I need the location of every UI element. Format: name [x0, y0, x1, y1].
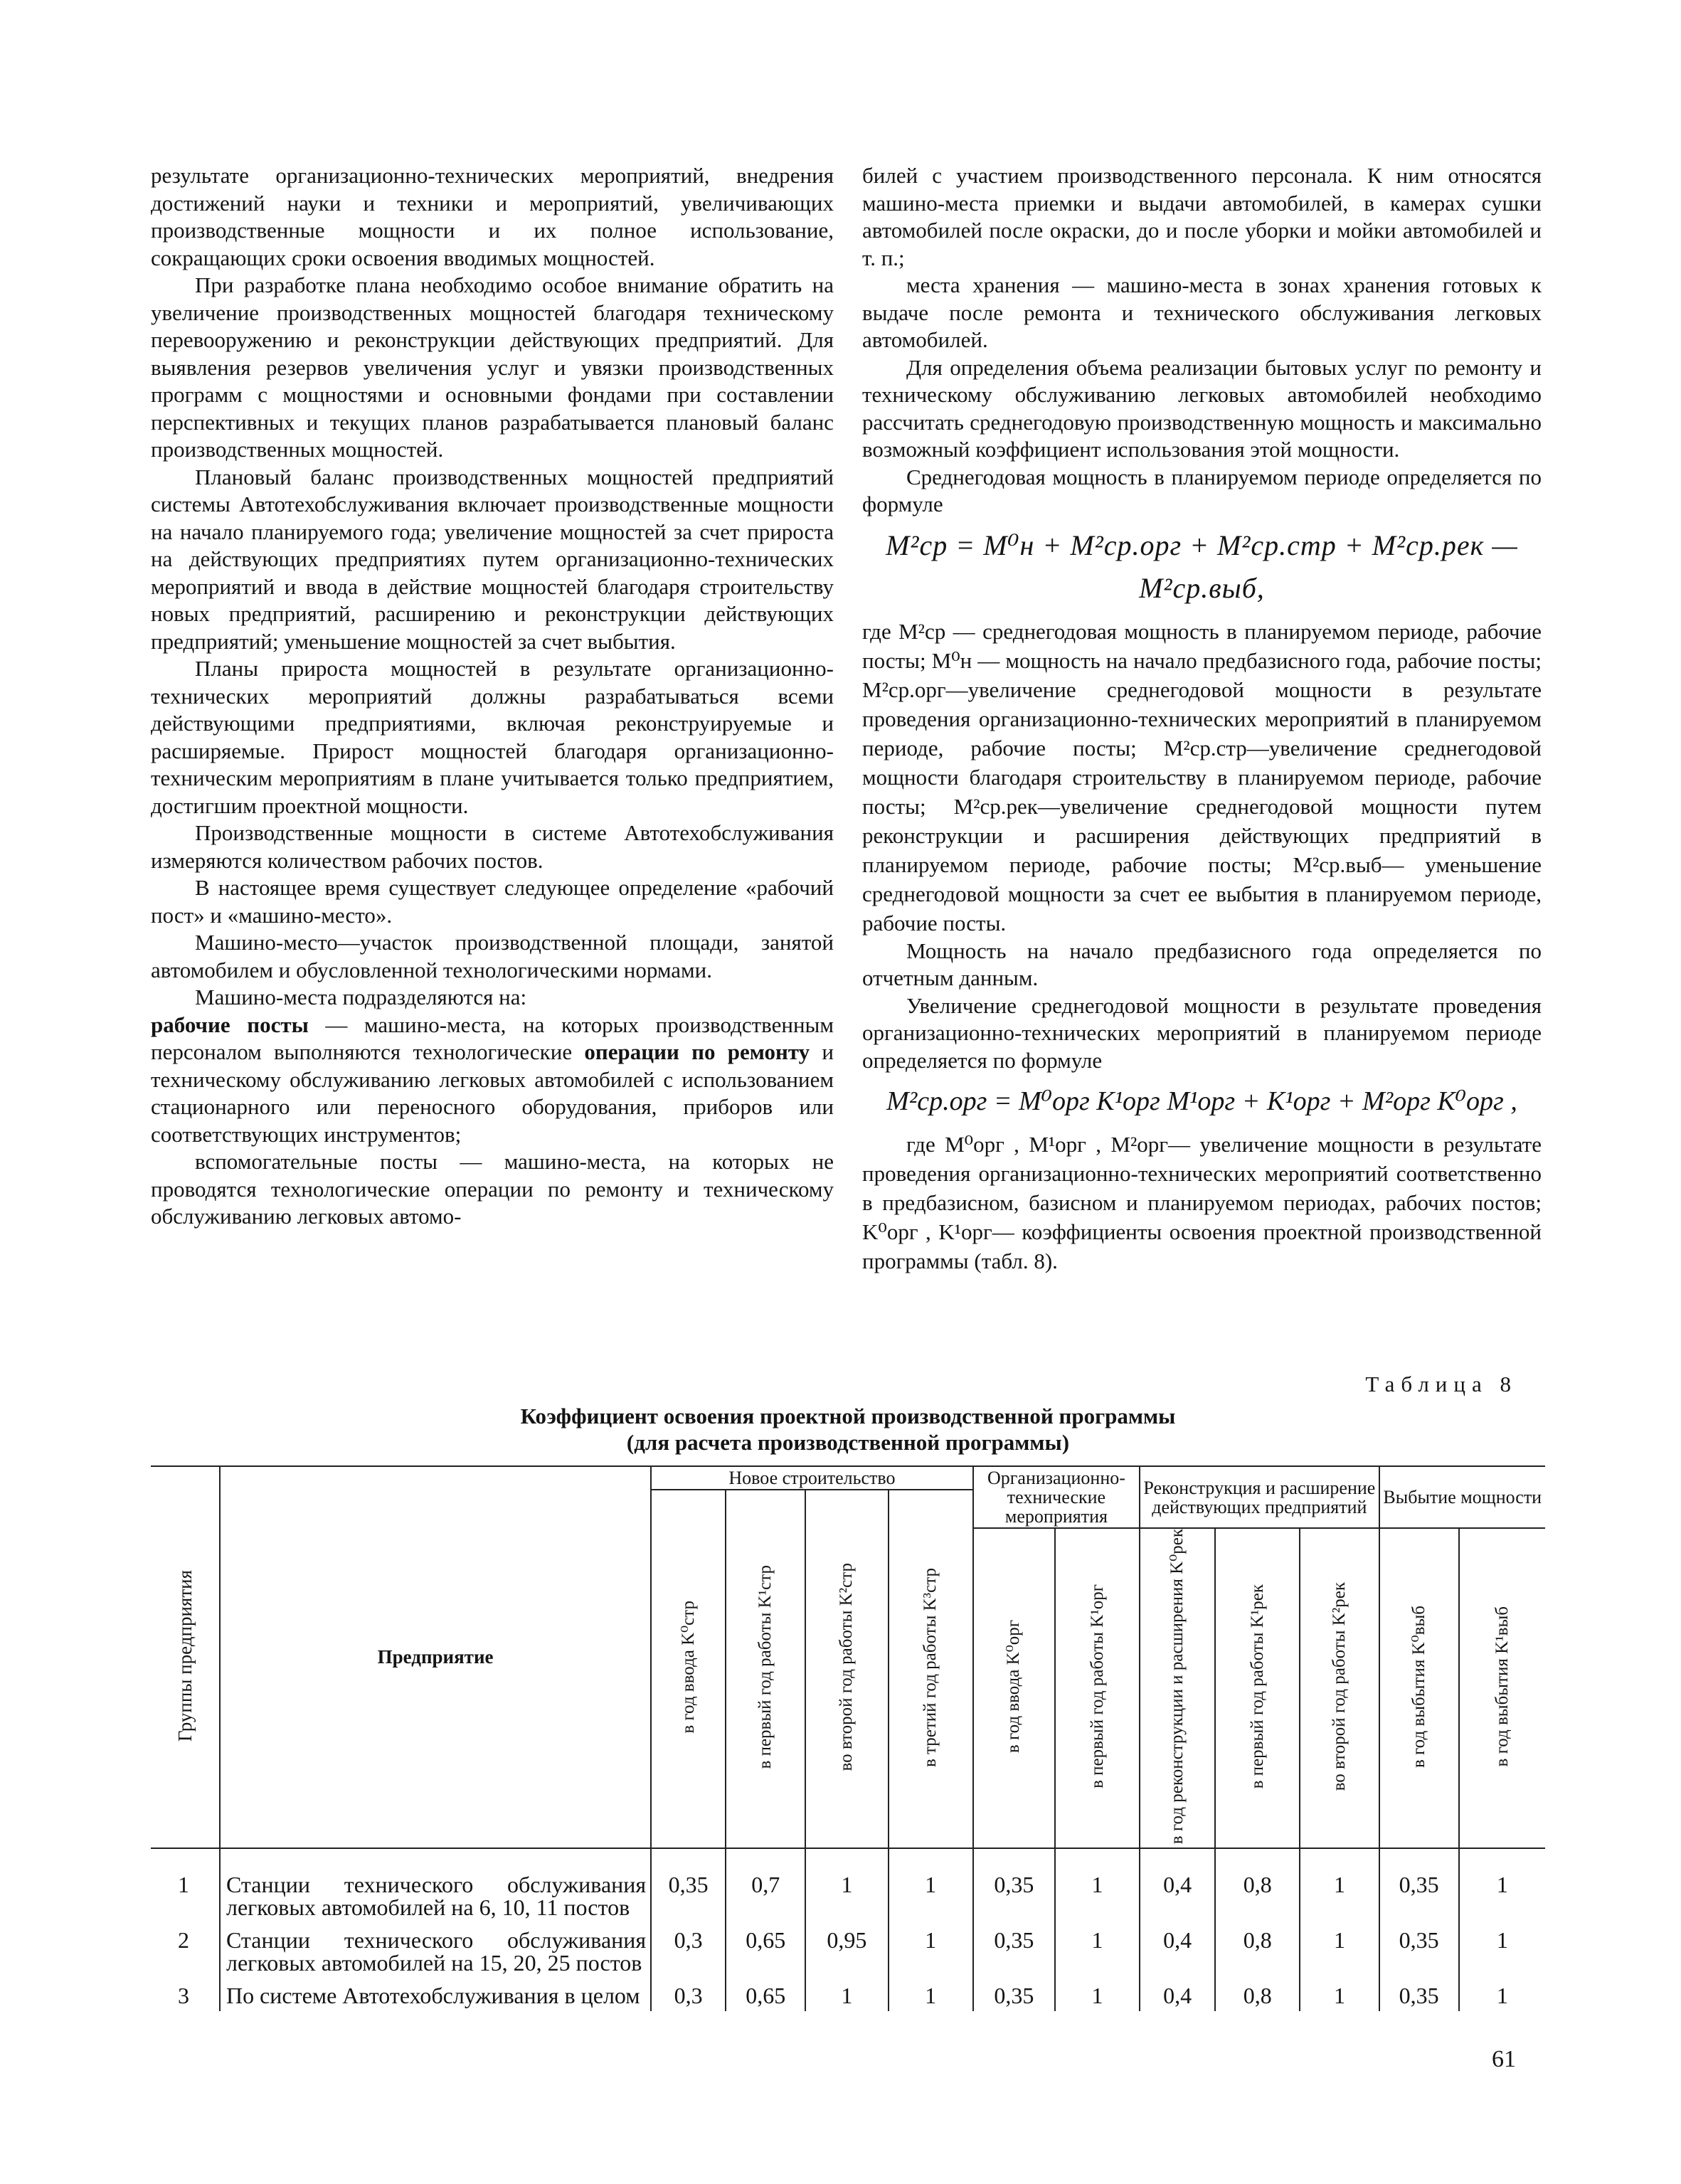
- formula-org-capacity: M²ср.орг = M⁰орг K¹орг M¹орг + K¹орг + M²орг K⁰орг ,: [886, 1086, 1517, 1116]
- header-enterprise: Предприятие: [220, 1466, 651, 1848]
- header-sub: [1140, 1528, 1215, 1848]
- left-text-column: [151, 162, 834, 1231]
- term-operations: операции по ремонту: [584, 1039, 810, 1064]
- cell-value: 1: [1300, 1848, 1379, 1919]
- cell-value: 1: [1459, 1848, 1545, 1919]
- table-header-row: [151, 1466, 1545, 1490]
- header-text: в третий год работы K³стр: [921, 1567, 940, 1767]
- cell-group: 3: [177, 1983, 189, 2009]
- cell-value: 0,3: [651, 1919, 726, 1974]
- table-title: [151, 1403, 1545, 1456]
- paragraph: места хранения — машино-места в зонах хранения готовых к выдаче после ремонта и технического обслуживания легковых автомобилей.: [862, 272, 1542, 352]
- header-text: в первый год работы K¹стр: [755, 1565, 775, 1769]
- header-text: Группы предприятия: [174, 1569, 196, 1742]
- cell-value: 0,95: [805, 1919, 888, 1974]
- header-group: [151, 1466, 220, 1848]
- cell-value: 1: [1055, 1919, 1140, 1974]
- header-new-construction: Новое строительство: [651, 1466, 973, 1490]
- paragraph-working-posts: [151, 1012, 834, 1149]
- right-text-column: [862, 162, 1542, 1276]
- cell-enterprise: Станции технического обслуживания легковых автомобилей на 6, 10, 11 постов: [220, 1848, 651, 1919]
- header-text: в год выбытия K¹выб: [1492, 1606, 1512, 1767]
- header-retirement: Выбытие мощности: [1379, 1466, 1545, 1528]
- paragraph: Планы прироста мощностей в результате организационно-технических мероприятий должны разрабатываться всеми действующими предприятиями, включая реконструируемые и расширяемые. Прирост мощностей благодаря организационно-техническим мероприятиям в плане учитывается только предприятием, достигшим проектной мощности.: [151, 656, 834, 818]
- header-text: во второй год работы K²рек: [1329, 1581, 1349, 1791]
- paragraph: Среднегодовая мощность в планируемом периоде определяется по формуле: [862, 464, 1542, 516]
- header-sub: [726, 1490, 805, 1848]
- term-working-posts: рабочие посты: [151, 1012, 309, 1037]
- header-text: в год ввода K⁰стр: [678, 1601, 698, 1734]
- cell-value: 0,4: [1140, 1848, 1215, 1919]
- cell-value: 1: [1459, 1919, 1545, 1974]
- paragraph: Для определения объема реализации бытовых услуг по ремонту и техническому обслуживанию легковых автомобилей необходимо рассчитать среднегодовую производственную мощность и максимально возможный коэффициент использования этой мощности.: [862, 354, 1542, 462]
- paragraph-text: и техническому обслуживанию легковых автомобилей с использованием стационарного или переносного оборудования, приборов или соответствующих инструментов;: [151, 1039, 834, 1147]
- cell-value: 1: [889, 1848, 973, 1919]
- paragraph: вспомогательные посты — машино-места, на которых не проводятся технологические операции по ремонту и техническому обслуживанию легковых автомо-: [151, 1149, 834, 1229]
- page-number: 61: [1492, 2046, 1516, 2072]
- header-text: в год реконструкции и расширения K⁰рек: [1167, 1529, 1187, 1845]
- header-sub: [889, 1490, 973, 1848]
- paragraph: результате организационно-технических мероприятий, внедрения достижений науки и техники и мероприятий, увеличивающих производственные мощности и их полное использование, сокращающих сроки освоения вводимых мощностей.: [151, 163, 834, 270]
- cell-value: 1: [1300, 1974, 1379, 2011]
- cell-enterprise: По системе Автотехобслуживания в целом: [220, 1974, 651, 2011]
- paragraph: Увеличение среднегодовой мощности в результате проведения организационно-технических мероприятий в планируемом периоде определяется по формуле: [862, 992, 1542, 1073]
- cell-value: 0,8: [1215, 1919, 1300, 1974]
- table-row: [151, 1848, 1545, 1919]
- paragraph: При разработке плана необходимо особое внимание обратить на увеличение производственных мощностей благодаря техническому перевооружению и реконструкции действующих предприятий. Для выявления резервов увеличения услуг и увязки производственных программ с мощностями и основными фондами при составлении перспективных и текущих планов разрабатывается плановый баланс производственных мощностей.: [151, 272, 834, 462]
- table-row: [151, 1974, 1545, 2011]
- cell-value: 0,35: [1379, 1974, 1459, 2011]
- header-org-tech: Организационно-технические мероприятия: [973, 1466, 1140, 1528]
- table-row: [151, 1919, 1545, 1974]
- cell-group: 1: [177, 1872, 189, 1898]
- paragraph: Машино-место—участок производственной площади, занятой автомобилем и обусловленной технологическими нормами.: [151, 930, 834, 982]
- header-sub: [973, 1528, 1055, 1848]
- cell-value: 0,35: [973, 1919, 1055, 1974]
- cell-value: 0,8: [1215, 1848, 1300, 1919]
- paragraph: В настоящее время существует следующее определение «рабочий пост» и «машино-место».: [151, 875, 834, 928]
- table-title-line: Коэффициент освоения проектной производственной программы: [520, 1404, 1176, 1428]
- paragraph: Машино-места подразделяются на:: [195, 985, 527, 1009]
- header-sub: [651, 1490, 726, 1848]
- formula-definitions: где M²ср — среднегодовая мощность в планируемом периоде, рабочие посты; M⁰н — мощность на начало предбазисного года, рабочие посты; M²ср.орг—увеличение среднегодовой мощности в результате проведения организационно-технических мероприятий в планируемом периоде, рабочие посты; M²ср.стр—увеличение среднегодовой мощности благодаря строительству в планируемом периоде, рабочие посты; M²ср.рек—увеличение среднегодовой мощности путем реконструкции и расширения действующих предприятий в планируемом периоде, рабочие посты; M²ср.выб— уменьшение среднегодовой мощности за счет ее выбытия в планируемом периоде, рабочие посты.: [862, 618, 1542, 935]
- header-sub: [1300, 1528, 1379, 1848]
- table-title-line: (для расчета производственной программы): [626, 1430, 1070, 1455]
- header-sub: [1459, 1528, 1545, 1848]
- header-sub: [1215, 1528, 1300, 1848]
- cell-value: 0,35: [1379, 1848, 1459, 1919]
- paragraph: Производственные мощности в системе Автотехобслуживания измеряются количеством рабочих постов.: [151, 820, 834, 873]
- header-text: в год выбытия K⁰выб: [1409, 1605, 1428, 1768]
- cell-enterprise: Станции технического обслуживания легковых автомобилей на 15, 20, 25 постов: [220, 1919, 651, 1974]
- cell-value: 1: [1055, 1848, 1140, 1919]
- paragraph-text: — машино-места, на которых производственным персоналом выполняются технологические: [151, 1012, 834, 1064]
- header-reconstruction: Реконструкция и расширение действующих предприятий: [1140, 1466, 1379, 1528]
- cell-value: 0,35: [973, 1848, 1055, 1919]
- table-label: Таблица 8: [1365, 1372, 1517, 1396]
- paragraph: билей с участием производственного персонала. К ним относятся машино-места приемки и выдачи автомобилей, в камерах сушки автомобилей после окраски, до и после уборки и мойки автомобилей и т. п.;: [862, 163, 1542, 270]
- cell-value: 1: [1300, 1919, 1379, 1974]
- header-sub: [805, 1490, 888, 1848]
- cell-value: 1: [805, 1974, 888, 2011]
- cell-value: 0,35: [973, 1974, 1055, 2011]
- cell-value: 0,65: [726, 1974, 805, 2011]
- cell-value: 1: [889, 1974, 973, 2011]
- cell-value: 0,7: [726, 1848, 805, 1919]
- coefficient-table: [151, 1465, 1545, 2011]
- paragraph: Мощность на начало предбазисного года определяется по отчетным данным.: [862, 938, 1542, 990]
- header-sub: [1379, 1528, 1459, 1848]
- formula-average-capacity: M²ср = M⁰н + M²ср.орг + M²ср.стр + M²ср.рек — M²ср.выб,: [886, 529, 1518, 604]
- header-text: в первый год работы K¹орг: [1087, 1584, 1107, 1789]
- cell-group: 2: [177, 1927, 189, 1954]
- cell-value: 1: [889, 1919, 973, 1974]
- cell-value: 0,8: [1215, 1974, 1300, 2011]
- cell-value: 0,4: [1140, 1919, 1215, 1974]
- cell-value: 1: [805, 1848, 888, 1919]
- cell-value: 0,4: [1140, 1974, 1215, 2011]
- cell-value: 0,3: [651, 1974, 726, 2011]
- cell-value: 0,65: [726, 1919, 805, 1974]
- cell-value: 0,35: [651, 1848, 726, 1919]
- header-text: в год ввода K⁰орг: [1004, 1620, 1024, 1754]
- cell-value: 1: [1055, 1974, 1140, 2011]
- formula-definitions: где M⁰орг , M¹орг , M²орг— увеличение мощности в результате проведения организационно-технических мероприятий соответственно в предбазисном, базисном и планируемом периодах, рабочих постов; K⁰орг , K¹орг— коэффициенты освоения проектной производственной программы (табл. 8).: [862, 1132, 1542, 1273]
- cell-value: 0,35: [1379, 1919, 1459, 1974]
- header-text: во второй год работы K²стр: [837, 1563, 857, 1771]
- cell-value: 1: [1459, 1974, 1545, 2011]
- header-text: в первый год работы K¹рек: [1247, 1584, 1267, 1789]
- header-sub: [1055, 1528, 1140, 1848]
- paragraph: Плановый баланс производственных мощностей предприятий системы Автотехобслуживания включает производственные мощности на начало планируемого года; увеличение мощностей за счет прироста на действующих предприятиях путем организационно-технических мероприятий и ввода в действие мощностей благодаря строительству новых предприятий, расширению и реконструкции действующих предприятий; уменьшение мощностей за счет выбытия.: [151, 464, 834, 654]
